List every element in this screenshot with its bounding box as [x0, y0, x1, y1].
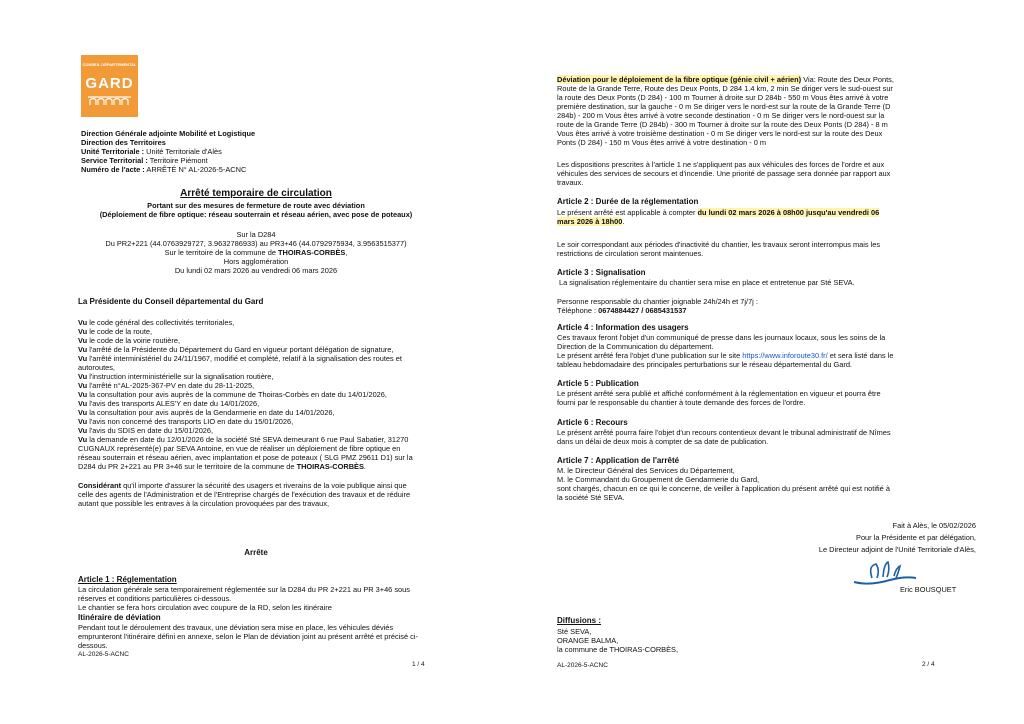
itineraire-line: emprunteront l'itinéraire défini en annexe, selon le Plan de déviation joint au présent arrêté et précisé ci- [78, 632, 418, 641]
responsable-line: Personne responsable du chantier joignable 24h/24h et 7j/7j : [557, 297, 758, 306]
location-territory: Sur le territoire de la commune de THOIRAS-CORBÈS, [164, 248, 348, 257]
signature-role: Le Directeur adjoint de l'Unité Territoriale d'Alès, [818, 545, 976, 554]
vu-item: Vu l'avis des transports ALES'Y en date du 14/01/2026, [78, 399, 260, 408]
vu-item: Vu l'arrêté interministériel du 24/11/1967, modifié et complété, relatif à la signalisation des routes et [78, 354, 402, 363]
considerant-line: Considérant qu'il importe d'assurer la sécurité des usagers et riverains de la voie publique ainsi que [78, 481, 407, 490]
article-7-line: M. le Commandant du Groupement de Gendarmerie du Gard, [557, 475, 760, 484]
diffusion-item: ORANGE BALMA, [557, 636, 619, 645]
article-4-title: Article 4 : Information des usagers [557, 323, 689, 332]
article-5-line: Le présent arrêté sera publié et affiché conformément à la réglementation en vigueur et pourra être [557, 389, 881, 398]
signature-delegation: Pour la Présidente et par délégation, [856, 533, 976, 542]
article-7-title: Article 7 : Application de l'arrêté [557, 456, 680, 465]
article-3-title: Article 3 : Signalisation [557, 268, 646, 277]
article-7-line: sont chargés, chacun en ce qui le concerne, de veiller à l'application du présent arrêté qui est notifié à [557, 484, 890, 493]
article-4-line: Le présent arrêté fera l'objet d'une publication sur le site https://www.inforoute30.fr/ et sera listé dans le [557, 351, 894, 360]
telephone-line: Téléphone : 0674884427 / 0685431537 [557, 306, 687, 315]
org-line: Direction Générale adjointe Mobilité et Logistique [81, 129, 256, 138]
vu-item: Vu la consultation pour avis auprès de la commune de Thoiras-Corbès en date du 14/01/2026, [78, 390, 387, 399]
signer-name: Eric BOUSQUET [900, 585, 957, 594]
deviation-line: Route de la Grande Terre, Route des Deux Ponts, D 284 1.4 km, 2 min Se diriger vers le sud-ouest sur [557, 84, 893, 93]
vu-item-continued: CUGNAUX représenté(e) par SEVA Antoine, en vue de réaliser un déploiement de fibre optique en [78, 444, 401, 453]
org-line: Direction des Territoires [81, 138, 166, 147]
article-1-line: La circulation générale sera temporairement réglementée sur la D284 du PR 2+221 au PR 3+46 sous [78, 585, 410, 594]
vu-item: Vu la consultation pour avis auprès de la Gendarmerie en date du 14/01/2026, [78, 408, 335, 417]
article-4-line: Direction de la Communication du département. [557, 342, 714, 351]
deviation-line: première destination, sur la gauche - 0 m Se diriger vers le nord-est sur la route de la Grande Terre (D [557, 102, 891, 111]
vu-item-continued: D284 du PR 2+221 au PR 3+46 sur le territoire de la commune de THOIRAS-CORBÈS. [78, 462, 366, 471]
soir-line: Le soir correspondant aux périodes d'inactivité du chantier, les travaux seront interrompus mais les [557, 240, 881, 249]
signature-place-date: Fait à Alès, le 05/02/2026 [892, 521, 976, 530]
org-line: Service Territorial : Territoire Piémont [81, 156, 208, 165]
itineraire-line: Pendant tout le déroulement des travaux, une déviation sera mise en place, les véhicules déviés [78, 623, 394, 632]
pont-du-gard-icon [88, 95, 131, 105]
article-2-line: mars 2026 à 18h00. [557, 217, 625, 226]
footer-ref: AL-2026-5-ACNC [557, 662, 608, 669]
considerant-line: autant que possible les entraves à la circulation provoquées par des travaux, [78, 499, 330, 508]
vu-item: Vu la demande en date du 12/01/2026 de la société Sté SEVA demeurant 6 rue Paul Sabatier, 31270 [78, 435, 409, 444]
deviation-line: Déviation pour le déploiement de la fibre optique (génie civil + aérien) Via: Route des Deux Ponts, [557, 75, 894, 84]
article-7-line: la société Sté SEVA. [557, 493, 625, 502]
vu-item-continued: autoroutes, [78, 363, 115, 372]
diffusion-item: la commune de THOIRAS-CORBÈS, [557, 645, 679, 654]
logo-top-text: CONSEIL DÉPARTEMENTAL [82, 62, 137, 67]
vu-item: Vu le code de la route, [78, 327, 153, 336]
soir-line: restrictions de circulation seront maintenues. [557, 249, 704, 258]
deviation-line: Vous êtes arrivé à votre troisième destination - 0 m Se diriger vers le nord-est sur la route des Deux [557, 129, 883, 138]
itineraire-line: dessous. [78, 641, 108, 650]
vu-item: Vu l'arrêté n°AL-2025-367-PV en date du 28-11-2025, [78, 381, 255, 390]
article-2-title: Article 2 : Durée de la réglementation [557, 197, 699, 206]
article-7-line: M. le Directeur Général des Services du Département, [557, 466, 735, 475]
handwritten-signature-icon [850, 558, 920, 588]
org-line: Unité Territoriale : Unité Territoriale d'Alès [81, 147, 222, 156]
vu-item: Vu le code général des collectivités territoriales, [78, 318, 235, 327]
gard-logo [81, 55, 138, 117]
location-line: Sur la D284 [236, 230, 276, 239]
article-6-line: dans un délai de deux mois à compter de sa date de publication. [557, 437, 769, 446]
location-line: Du PR2+221 (44.0763929727, 3.9632786933) au PR3+46 (44.0792975934, 3.9563515377) [105, 239, 407, 248]
inforoute-link[interactable]: https://www.inforoute30.fr/ [742, 351, 828, 360]
dispositions-line: travaux. [557, 178, 584, 187]
vu-item: Vu l'arrêté de la Présidente du Département du Gard en vigueur portant délégation de signature, [78, 345, 394, 354]
footer-ref: AL-2026-5-ACNC [78, 651, 129, 658]
diffusion-item: Sté SEVA, [557, 627, 592, 636]
article-2-line: Le présent arrêté est applicable à compter du lundi 02 mars 2026 à 08h00 jusqu'au vendredi 06 [557, 208, 880, 217]
location-line: Hors agglomération [223, 257, 289, 266]
deviation-line: la route des Deux Ponts (D 284) - 100 m Tourner à droite sur D 284b - 550 m Vous êtes arrivé à votre [557, 93, 889, 102]
deviation-line: 284b) - 200 m Vous êtes arrivé à votre seconde destination - 0 m Se diriger vers le nord-ouest sur la [557, 111, 885, 120]
document-page-2 [512, 0, 1024, 724]
diffusions-title: Diffusions : [557, 616, 601, 625]
document-subtitle: (Déploiement de fibre optique: réseau souterrain et réseau aérien, avec pose de poteaux) [99, 210, 413, 219]
article-5-line: fourni par le responsable du chantier à toute demande des forces de l'ordre. [557, 398, 806, 407]
considerant-line: celle des agents de l'Administration et de l'Entreprise chargés de l'exécution des travaux et de réduire [78, 490, 411, 499]
article-5-title: Article 5 : Publication [557, 379, 639, 388]
article-6-line: Le présent arrêté pourra faire l'objet d'un recours contentieux devant le tribunal administratif de Nîmes [557, 428, 891, 437]
vu-item: Vu le code de la voirie routière, [78, 336, 181, 345]
article-4-line: tableau hebdomadaire des principales perturbations sur le réseau départemental du Gard. [557, 360, 852, 369]
vu-item: Vu l'avis du SDIS en date du 15/01/2026, [78, 426, 214, 435]
document-title: Arrêté temporaire de circulation [180, 188, 332, 199]
dispositions-line: véhicules des services de secours et d'incendie. Une priorité de passage sera donnée par rapport aux [557, 169, 891, 178]
document-subtitle: Portant sur des mesures de fermeture de route avec déviation [147, 201, 365, 210]
footer-page-number: 1 / 4 [412, 661, 425, 668]
itineraire-title: Itinéraire de déviation [78, 613, 161, 622]
arrete-heading: Arrête [244, 548, 268, 557]
dispositions-line: Les dispositions prescrites à l'article 1 ne s'appliquent pas aux véhicules des forces de l'ordre et aux [557, 160, 885, 169]
org-line: Numéro de l'acte : ARRÊTÉ N° AL-2026-5-ACNC [81, 165, 247, 174]
footer-page-number: 2 / 4 [922, 661, 935, 668]
vu-item: Vu l'instruction interministérielle sur la signalisation routière, [78, 372, 274, 381]
article-1-line: Le chantier se fera hors circulation avec coupure de la RD, selon les itinéraire [78, 603, 332, 612]
vu-item: Vu l'avis non concerné des transports LIO en date du 15/01/2026, [78, 417, 294, 426]
president-heading: La Présidente du Conseil départemental du Gard [78, 297, 264, 306]
article-6-title: Article 6 : Recours [557, 418, 628, 427]
location-dates: Du lundi 02 mars 2026 au vendredi 06 mars 2026 [174, 266, 338, 275]
article-4-line: Ces travaux feront l'objet d'un communiqué de presse dans les journaux locaux, sous les soins de la [557, 333, 886, 342]
deviation-line: route de la Grande Terre (D 284b) - 300 m Tourner à droite sur la route des Deux Ponts (D 284) - 8 m [557, 120, 888, 129]
vu-item-continued: réseau souterrain et réseau aérien, avec implantation et pose de poteaux ( SLG PMZ 29611 D1) sur la [78, 453, 413, 462]
article-1-title: Article 1 : Réglementation [78, 575, 177, 584]
deviation-line: Ponts (D 284) - 150 m Vous êtes arrivé à votre destination - 0 m [557, 138, 767, 147]
article-3-line: La signalisation réglementaire du chantier sera mise en place et entretenue par Sté SEVA. [559, 278, 855, 287]
logo-gard-text: GARD [85, 75, 134, 92]
article-1-line: réserves et conditions particulières ci-dessous. [78, 594, 232, 603]
